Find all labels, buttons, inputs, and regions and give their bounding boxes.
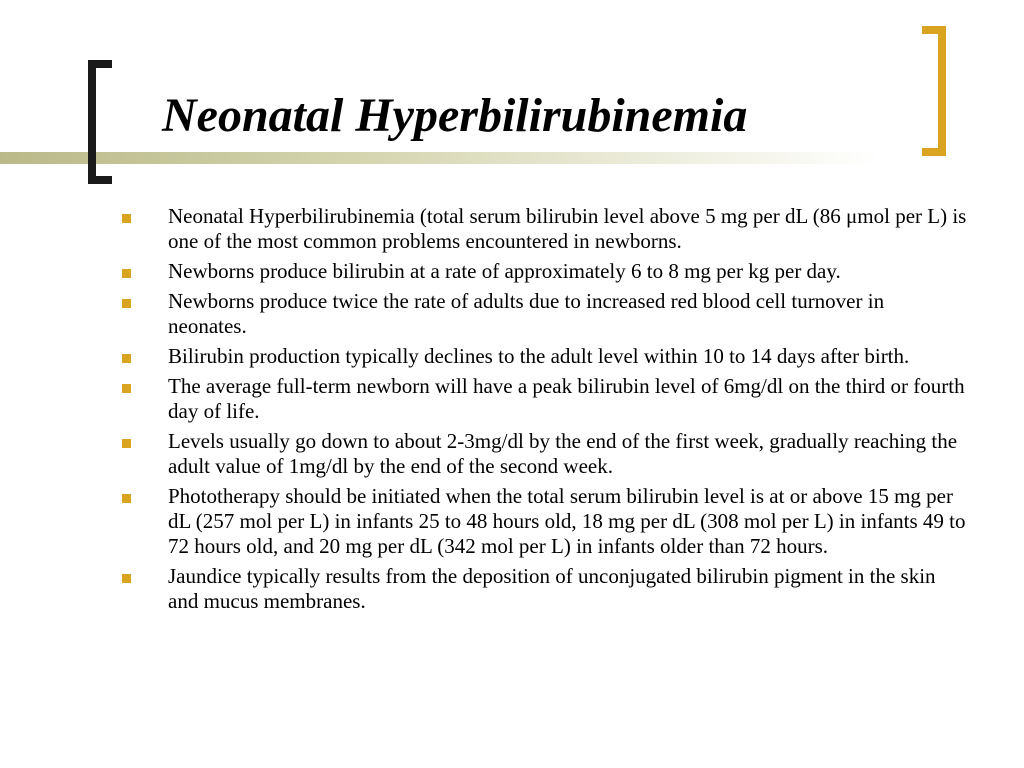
title-underline-bar [0, 152, 880, 164]
bullet-item [118, 484, 968, 559]
square-bullet-icon [122, 384, 131, 393]
left-bracket-decoration [88, 60, 112, 184]
square-bullet-icon [122, 214, 131, 223]
bullet-item [118, 204, 968, 254]
square-bullet-icon [122, 269, 131, 278]
square-bullet-icon [122, 494, 131, 503]
bullet-item [118, 289, 968, 339]
right-bracket-decoration [922, 26, 946, 156]
bullet-text: Newborns produce twice the rate of adults due to increased red blood cell turnover in neonates. [168, 289, 885, 338]
bullet-text: Levels usually go down to about 2-3mg/dl by the end of the first week, gradually reaching the adult value of 1mg/dl by the end of the second week. [168, 429, 958, 478]
bullet-text: Neonatal Hyperbilirubinemia (total serum bilirubin level above 5 mg per dL (86 μmol per L) is one of the most common problems encountered in newborns. [168, 204, 967, 253]
bullet-item [118, 429, 968, 479]
bullet-item [118, 564, 968, 614]
bullet-list [118, 204, 968, 619]
bullet-item [118, 259, 968, 284]
bullet-text: The average full-term newborn will have a peak bilirubin level of 6mg/dl on the third or fourth day of life. [168, 374, 965, 423]
bullet-item [118, 374, 968, 424]
bullet-text: Jaundice typically results from the deposition of unconjugated bilirubin pigment in the skin and mucus membranes. [168, 564, 936, 613]
square-bullet-icon [122, 439, 131, 448]
square-bullet-icon [122, 299, 131, 308]
bullet-item [118, 344, 968, 369]
bullet-text: Phototherapy should be initiated when the total serum bilirubin level is at or above 15 mg per dL (257 mol per L) in infants 25 to 48 hours old, 18 mg per dL (308 mol per L) in infants 49 to 72 hours old, and 20 mg per dL (342 mol per L) in infants older than 72 hours. [168, 484, 966, 558]
square-bullet-icon [122, 354, 131, 363]
bullet-text: Newborns produce bilirubin at a rate of approximately 6 to 8 mg per kg per day. [168, 259, 841, 283]
square-bullet-icon [122, 574, 131, 583]
bullet-text: Bilirubin production typically declines to the adult level within 10 to 14 days after birth. [168, 344, 910, 368]
slide-title: Neonatal Hyperbilirubinemia [162, 89, 748, 142]
